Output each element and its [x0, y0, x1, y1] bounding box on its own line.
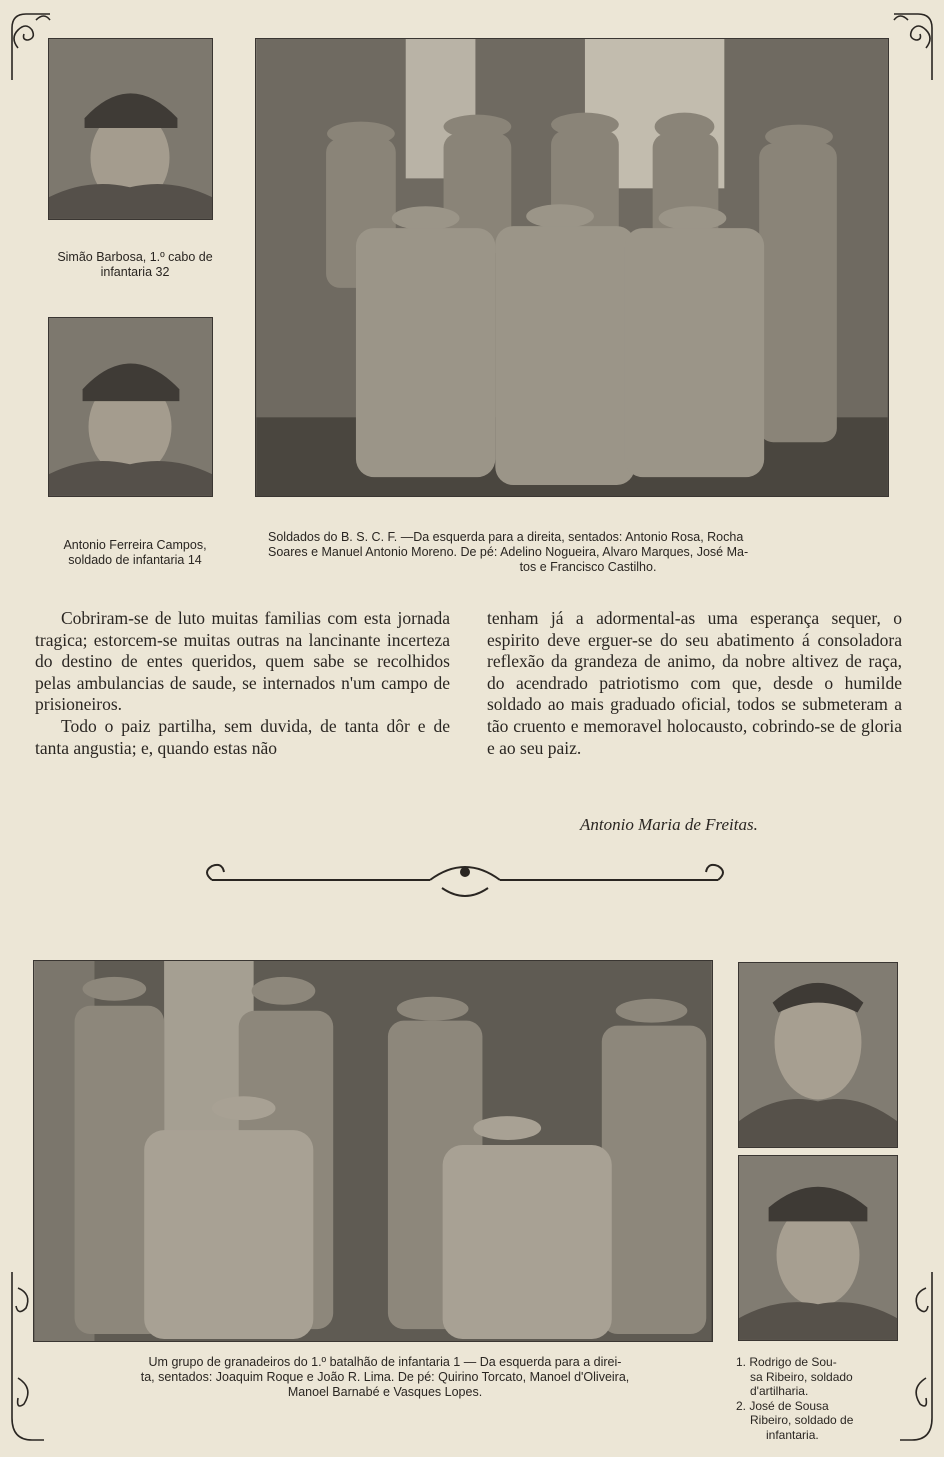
- caption-line: infantaria 32: [100, 265, 170, 279]
- group-caption-top: [268, 530, 908, 575]
- portrait-caption-2: [20, 538, 250, 568]
- article-paragraph: tenham já a adormental-as uma esperança sequer, o espirito deve erguer-se do seu abatimento á consoladora reflexão da grandeza de animo, da nobre altivez de raça, do acendrado patriotismo com que, desde o humilde soldado ao mais graduado oficial, todos se submeteram a tão cruento e memoravel holocausto, cobrindo-se de gloria e ao seu paiz.: [487, 608, 902, 758]
- caption-line: sa Ribeiro, soldado: [750, 1369, 853, 1384]
- caption-line: ta, sentados: Joaquim Roque e João R. Lima. De pé: Quirino Torcato, Manoel d'Oliveira,: [140, 1370, 630, 1384]
- corner-ornament-top-left: [6, 8, 54, 83]
- caption-line: soldado de infantaria 14: [68, 553, 202, 567]
- portrait-photo-antonio-ferreira-campos: [48, 317, 213, 497]
- caption-line: Soares e Manuel Antonio Moreno. De pé: Adelino Nogueira, Alvaro Marques, José Ma-: [268, 545, 749, 559]
- caption-line: Um grupo de granadeiros do 1.º batalhão de infantaria 1 — Da esquerda para a direi-: [148, 1355, 622, 1369]
- caption-line: tos e Francisco Castilho.: [519, 560, 657, 574]
- article-column-right: [487, 608, 902, 759]
- article-column-left: [35, 608, 450, 759]
- article-paragraph: Cobriram-se de luto muitas familias com esta jornada tragica; estorcem-se muitas outras na lancinante incerteza do destino de entes queridos, quem sabe se recolhidos pelas ambulancias de saude, se internados n'um campo de prisioneiros.: [35, 608, 450, 715]
- portrait-photo-jose-de-sousa-ribeiro: [738, 1155, 898, 1341]
- caption-line: Manoel Barnabé e Vasques Lopes.: [287, 1385, 483, 1399]
- caption-line: infantaria.: [766, 1427, 819, 1442]
- group-caption-bottom: [45, 1355, 725, 1400]
- caption-line: Ribeiro, soldado de: [750, 1413, 854, 1427]
- caption-line: 1. Rodrigo de Sou-: [736, 1355, 837, 1369]
- group-photo-grenadiers: [33, 960, 713, 1342]
- portrait-photo-rodrigo-de-sousa-ribeiro: [738, 962, 898, 1148]
- article-paragraph: Todo o paiz partilha, sem duvida, de tanta dôr e de tanta angustia; e, quando estas não: [35, 715, 450, 758]
- portrait-photo-simao-barbosa: [48, 38, 213, 220]
- decorative-divider: [200, 858, 730, 906]
- caption-line: d'artilharia.: [750, 1384, 809, 1398]
- caption-line: Simão Barbosa, 1.º cabo de: [57, 250, 213, 264]
- caption-line: Antonio Ferreira Campos,: [63, 538, 207, 552]
- corner-ornament-top-right: [890, 8, 938, 83]
- caption-line: 2. José de Sousa: [736, 1398, 829, 1413]
- article-signature: Antonio Maria de Freitas.: [580, 815, 758, 834]
- corner-ornament-bottom-right: [898, 1268, 938, 1448]
- group-photo-bscf-soldiers: [255, 38, 889, 497]
- caption-line: Soldados do B. S. C. F. —Da esquerda para a direita, sentados: Antonio Rosa, Rocha: [268, 530, 744, 544]
- portrait-caption-1: [20, 250, 250, 280]
- portraits-caption-bottom: [736, 1355, 886, 1442]
